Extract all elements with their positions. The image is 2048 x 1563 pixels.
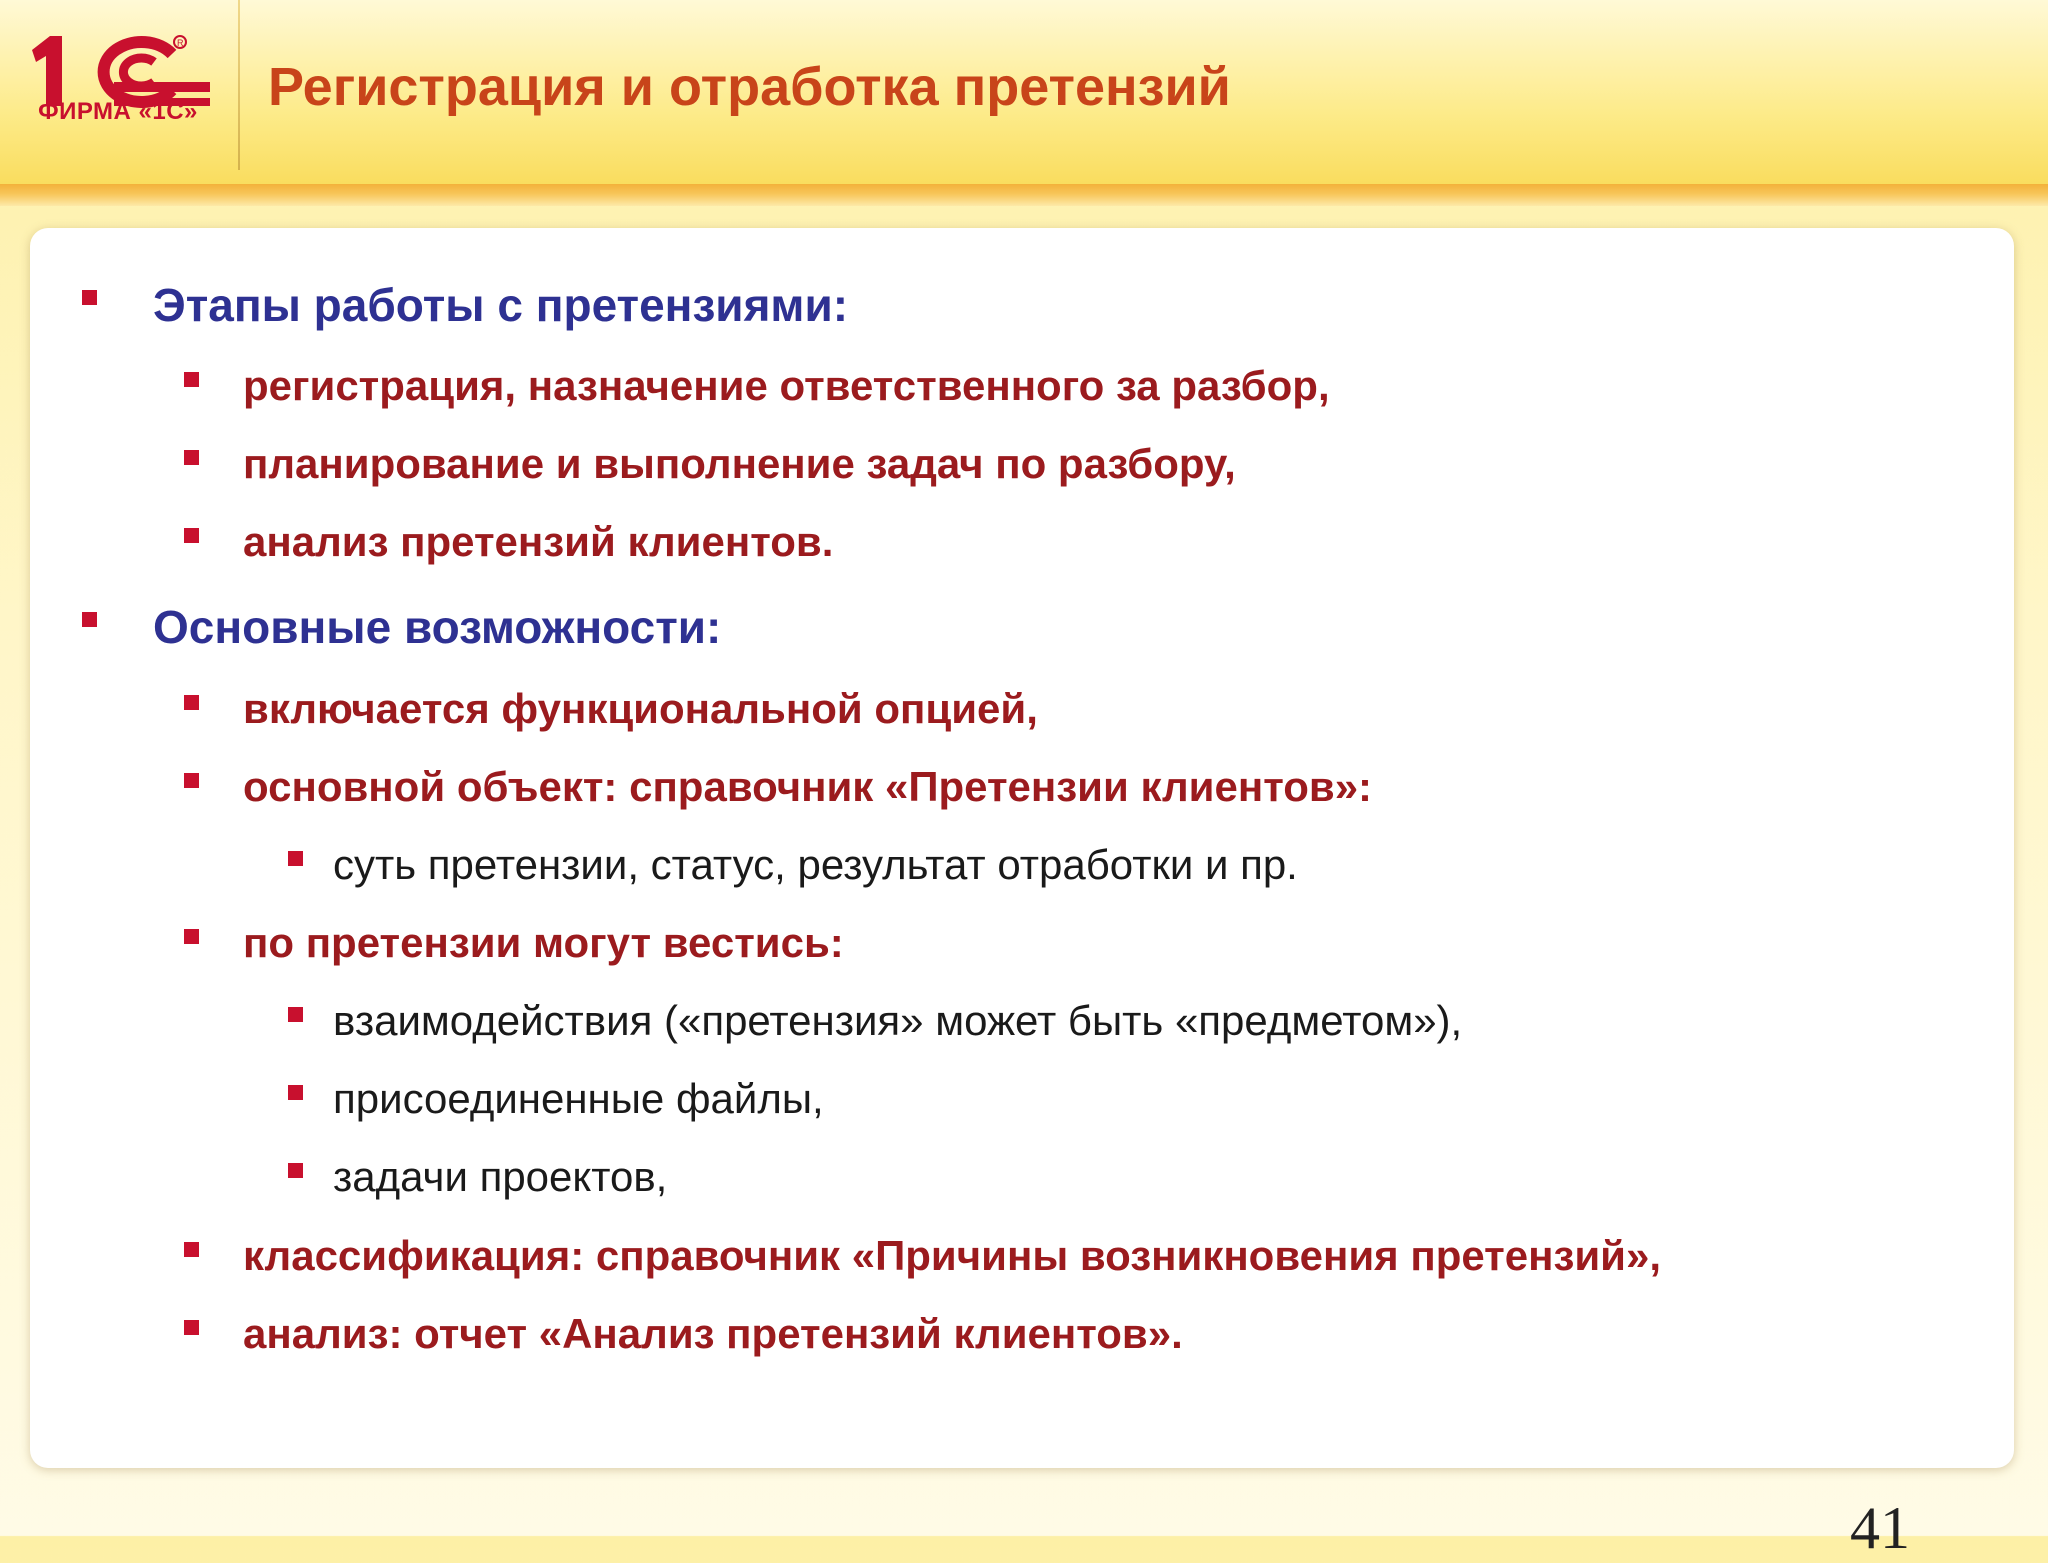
bullet-marker xyxy=(184,1242,199,1257)
logo-caption: ФИРМА «1С» xyxy=(38,98,198,125)
page-number: 41 xyxy=(1850,1495,1910,1561)
section-heading: Основные возможности: xyxy=(153,601,722,653)
bullet-marker xyxy=(288,1085,303,1100)
list-item: регистрация, назначение ответственного за разбор, xyxy=(243,362,1330,409)
list-item: классификация: справочник «Причины возникновения претензий», xyxy=(243,1232,1661,1279)
bullet-marker xyxy=(184,528,199,543)
section-heading: Этапы работы с претензиями: xyxy=(153,279,849,331)
list-item: анализ претензий клиентов. xyxy=(243,518,834,565)
bullet-marker xyxy=(82,290,97,305)
sub-list-item: суть претензии, статус, результат отработки и пр. xyxy=(333,841,1298,888)
bullet-marker xyxy=(184,1320,199,1335)
bullet-marker xyxy=(184,929,199,944)
bullet-marker xyxy=(288,851,303,866)
bullet-marker xyxy=(288,1007,303,1022)
list-item: по претензии могут вестись: xyxy=(243,919,844,966)
list-item: включается функциональной опцией, xyxy=(243,685,1038,732)
bullet-marker xyxy=(184,695,199,710)
slide-title: Регистрация и отработка претензий xyxy=(268,57,1231,117)
sub-list-item: взаимодействия («претензия» может быть «предметом»), xyxy=(333,997,1463,1044)
svg-text:R: R xyxy=(177,38,184,48)
list-item: анализ: отчет «Анализ претензий клиентов». xyxy=(243,1310,1183,1357)
list-item: основной объект: справочник «Претензии клиентов»: xyxy=(243,763,1373,810)
list-item: планирование и выполнение задач по разбору, xyxy=(243,440,1236,487)
bullet-marker xyxy=(184,372,199,387)
bullet-marker xyxy=(288,1163,303,1178)
bullet-marker xyxy=(184,773,199,788)
bullet-marker xyxy=(82,612,97,627)
sub-list-item: задачи проектов, xyxy=(333,1153,668,1200)
bullet-marker xyxy=(184,450,199,465)
sub-list-item: присоединенные файлы, xyxy=(333,1075,824,1122)
